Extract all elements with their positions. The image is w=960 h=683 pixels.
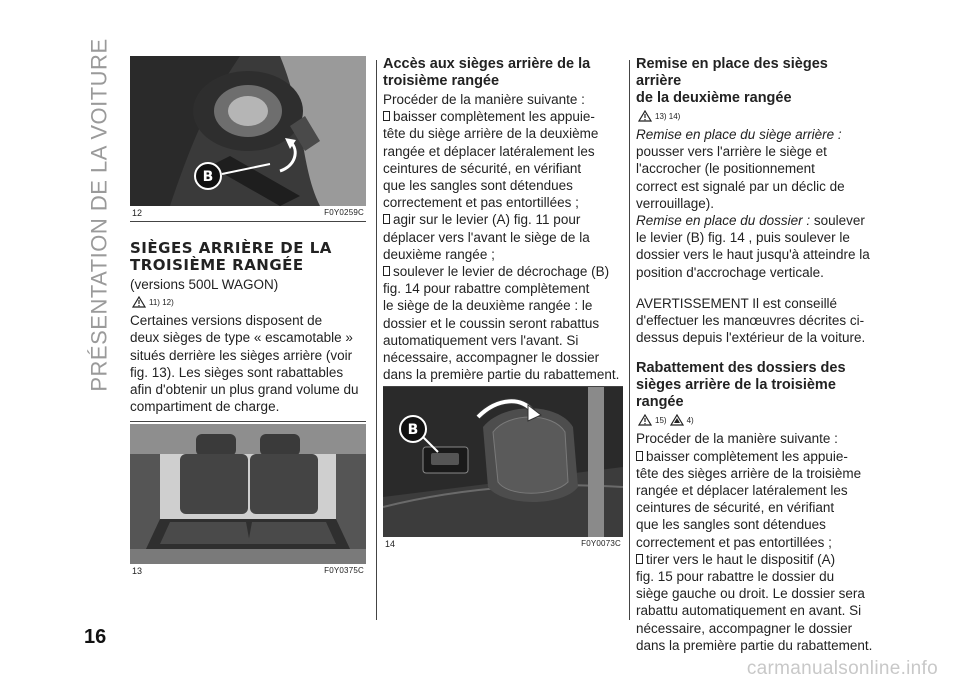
paragraph: Certaines versions disposent de deux sièges de type « escamotable » situés derrière les sièges arrière (voir fig. 13). Les sièges sont rabattables afin d'obtenir un plus grand volume du compartiment de charge.: [130, 313, 359, 415]
section-heading: SIÈGES ARRIÈRE DE LA TROISIÈME RANGÉE: [130, 239, 332, 274]
list-item: tirer vers le haut le dispositif (A): [636, 551, 876, 568]
page-number: 16: [84, 626, 107, 648]
bullet-box-icon: [383, 111, 390, 121]
column-divider: [629, 60, 630, 620]
notice: AVERTISSEMENT Il est conseillé d'effectuer les manœuvres décrites ci- dessus depuis l'extérieur de la voiture.: [636, 295, 866, 346]
italic-label: Remise en place du dossier : soulever: [636, 213, 865, 229]
section-title: PRÉSENTATION DE LA VOITURE: [87, 38, 112, 392]
list-item: agir sur le levier (A) fig. 11 pour: [383, 211, 623, 228]
warning-triangle-icon: [638, 110, 652, 122]
bullet-box-icon: [383, 266, 390, 276]
intro-text: Procéder de la manière suivante :: [383, 92, 585, 107]
figure-13-photo: [130, 424, 366, 564]
figure-12-photo: [130, 56, 366, 206]
figure-number: 13: [132, 566, 143, 577]
figure-number: 12: [132, 208, 143, 218]
svg-text:B: B: [202, 169, 214, 185]
bullet-box-icon: [383, 214, 390, 224]
section-heading: Accès aux sièges arrière de la troisième rangée: [383, 56, 591, 89]
section-heading: Rabattement des dossiers des sièges arrière de la troisième rangée: [636, 360, 846, 411]
figure-code: F0Y0375C: [324, 566, 364, 576]
warning-references: 13) 14): [638, 108, 876, 124]
watermark: carmanualsonline.info: [746, 658, 938, 679]
list-item: baisser complètement les appuie-: [636, 448, 876, 465]
intro-text: Procéder de la manière suivante :: [636, 431, 838, 447]
warning-references: 11) 12): [132, 294, 366, 310]
divider: [130, 421, 366, 422]
list-item: soulever le levier de décrochage (B): [383, 263, 623, 280]
divider: [130, 221, 366, 222]
figure-12-caption: [130, 208, 366, 218]
figure-number: 14: [385, 539, 396, 550]
figure-14-photo: [383, 387, 623, 537]
bullet-box-icon: [636, 554, 643, 564]
figure-14: [383, 387, 623, 537]
column-1: [130, 56, 366, 576]
bullet-box-icon: [636, 451, 643, 461]
figure-code: F0Y0073C: [581, 539, 621, 549]
warning-triangle-icon: [132, 296, 146, 308]
figure-12: [130, 56, 366, 206]
list-item: baisser complètement les appuie-: [383, 108, 623, 125]
column-divider: [376, 60, 377, 620]
column-3: Remise en place des sièges arrière de la deuxième rangée 13) 14) Remise en place du siège arrière : pousser vers l'arrière le siège et l'accrocher (le positionnement correct est signalé par un déclic de verrouillage). Remise en place du dossier : soulever le levier (B) fig. 14 , puis soulever le dossier vers le haut jusqu'à atteindre la position d'accrochage verticale. AVERTISSEMENT Il est conseillé d'effectuer les manœuvres décrites ci- dessus depuis l'extérieur de la voiture. Rabattement des dossiers des sièges arrière de la troisième rangée 15) 4) Procéder de la manière suivante : baisser complètement les appuie- tête des sièges arrière de la troisième rangée et déplacer latéralement les ceintures de sécurité, en vérifiant que les sangles sont détendues correctement et pas entortillées ; tirer vers le haut le dispositif (A) fig. 15 pour rabattre le dossier du siège gauche ou droit. Le dossier sera rabattu automatiquement en avant. Si nécessaire, accompagner le dossier dans la première partie du rabattement.: [636, 56, 876, 654]
warning-triangle-icon: [638, 414, 652, 426]
figure-14-caption: [383, 539, 623, 549]
italic-label: Remise en place du siège arrière :: [636, 127, 842, 142]
svg-text:B: B: [407, 422, 419, 439]
warning-references: 15) 4): [638, 412, 876, 428]
figure-code: F0Y0259C: [324, 208, 364, 217]
section-heading: Remise en place des sièges arrière de la deuxième rangée: [636, 56, 828, 106]
column-2: Accès aux sièges arrière de la troisième rangée Procéder de la manière suivante : baisser complètement les appuie- tête du siège arrière de la deuxième rangée et déplacer latéralement les ceintures de sécurité, en vérifiant que les sangles sont détendues correctement et pas entortillées ; agir sur le levier (A) fig. 11 pour déplacer vers l'avant le siège de la deuxième rangée ; soulever le levier de décrochage (B) fig. 14 pour rabattre complètement le siège de la deuxième rangée : le dossier et le coussin seront rabattus automatiquement vers l'avant. Si nécessaire, accompagner le dossier dans la première partie du rabattement. B 14 F0Y0073C: [383, 56, 621, 550]
figure-13-caption: [130, 566, 366, 576]
subtitle: (versions 500L WAGON): [130, 277, 279, 292]
caution-triangle-icon: [670, 414, 684, 426]
figure-13: [130, 424, 366, 564]
